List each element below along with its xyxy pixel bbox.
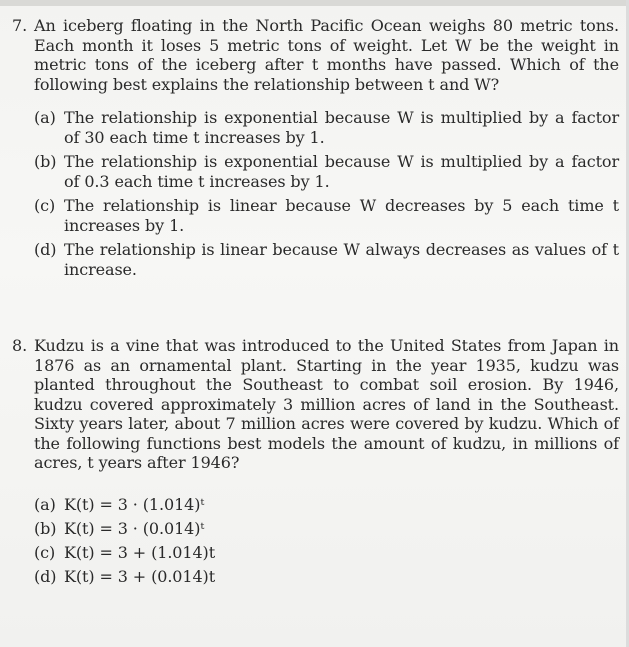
answer-choice-b (34, 519, 619, 543)
choice-text: The relationship is linear because W decreases by 5 each time t increases by 1. (64, 196, 619, 235)
answer-choice-d (34, 240, 619, 279)
choice-formula: K(t) = 3 · (1.014)ᵗ (64, 494, 205, 514)
question-number: 8. (12, 336, 28, 355)
choice-formula: K(t) = 3 · (0.014)ᵗ (64, 518, 205, 538)
answer-choice-a (34, 495, 619, 519)
question-stem: An iceberg floating in the North Pacific Ocean weighs 80 metric tons. Each month it loses 5 metric tons of weight. Let W be the weight in metric tons of the iceberg after t months have passed. Which of the following best explains the relationship between t and W? (34, 16, 619, 94)
choice-formula: K(t) = 3 + (0.014)t (64, 566, 216, 586)
page-top-edge (0, 0, 629, 6)
answer-choice-a (34, 108, 619, 147)
question-8 (12, 336, 619, 591)
choice-text: The relationship is linear because W always decreases as values of t increase. (64, 240, 619, 279)
answer-choice-b (34, 152, 619, 191)
choice-letter: (a) (34, 108, 56, 127)
question-7 (12, 16, 619, 284)
choice-formula: K(t) = 3 + (1.014)t (64, 542, 216, 562)
question-stem: Kudzu is a vine that was introduced to the United States from Japan in 1876 as an ornamental plant. Starting in the year 1935, kudzu was planted throughout the Southeast to combat soil erosion. By 1946, kudzu covered approximately 3 million acres of land in the Southeast. Sixty years later, about 7 million acres were covered by kudzu. Which of the following functions best models the amount of kudzu, in millions of acres, t years after 1946? (34, 336, 619, 472)
choice-letter: (b) (34, 518, 57, 538)
choice-letter: (d) (34, 566, 57, 586)
answer-choice-c (34, 196, 619, 235)
choice-letter: (c) (34, 542, 56, 562)
question-number: 7. (12, 16, 28, 35)
choice-text: The relationship is exponential because W is multiplied by a factor of 30 each time t increases by 1. (64, 108, 619, 147)
choice-letter: (b) (34, 152, 57, 171)
choice-letter: (d) (34, 240, 57, 259)
choice-letter: (a) (34, 494, 56, 514)
answer-choices (34, 495, 619, 591)
choice-text: The relationship is exponential because W is multiplied by a factor of 0.3 each time t increases by 1. (64, 152, 619, 191)
answer-choice-c (34, 543, 619, 567)
choice-letter: (c) (34, 196, 56, 215)
answer-choice-d (34, 567, 619, 591)
answer-choices (34, 108, 619, 279)
